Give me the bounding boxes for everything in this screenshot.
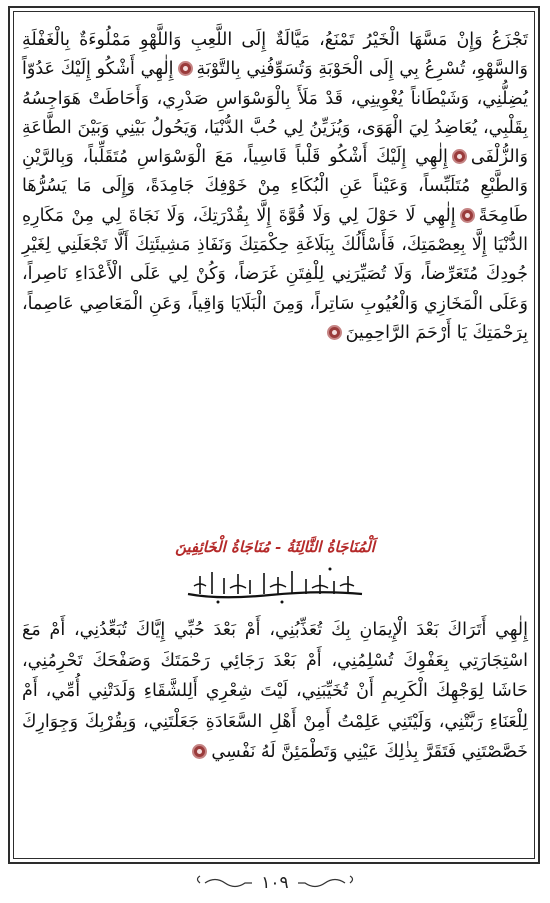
rosette-icon (452, 149, 467, 164)
rosette-icon (192, 744, 207, 759)
page-number: ١٠٩ (261, 873, 289, 893)
paragraph-2 (22, 615, 528, 768)
section-heading: اَلْمُنَاجَاةُ الثَّالِثَةُ - مُنَاجَاةُ الْخَائِفِينَ (175, 538, 375, 556)
paragraph-1-part-b: إِلٰهِي أَشْكُو إِلَيْكَ عَدُوّاً يُضِلُّنِي، وَشَيْطَاناً يُغْوِينِي، قَدْ مَلَأَ بِالْوَسْوَاسِ صَدْرِي، وَأَحَاطَتْ هَوَاجِسُهُ بِقَلْبِي، يُعَاضِدُ لِيَ الْهَوَى، وَيُزَيِّنُ لِي حُبَّ الدُّنْيَا، وَيَحُولُ بَيْنِي وَبَيْنَ الطَّاعَةِ وَالزُّلْفَى (22, 59, 528, 168)
rosette-icon (460, 208, 475, 223)
paragraph-1-part-a: تَجْزَعُ وَإِنْ مَسَّهَا الْخَيْرُ تَمْنَعُ، مَيَّالَةٌ إِلَى اللَّعِبِ وَاللَّهْوِ مَمْلُوءَةٌ بِالْغَفْلَةِ وَالسَّهْوِ، تُسْرِعُ بِي إِلَى الْحَوْبَةِ وَتُسَوِّفُنِي بِالتَّوْبَةِ (22, 30, 528, 80)
paragraph-2-text: إِلٰهِي أَتَرَاكَ بَعْدَ الْإِيمَانِ بِكَ تُعَذِّبُنِي، أَمْ بَعْدَ حُبِّي إِيَّاكَ تُبَعِّدُنِي، أَمْ مَعَ اسْتِجَارَتِي بِعَفْوِكَ تُسْلِمُنِي، أَمْ بَعْدَ رَجَائِي رَحْمَتَكَ وَصَفْحَكَ تَحْرِمُنِي، حَاشَا لِوَجْهِكَ الْكَرِيمِ أَنْ تُخَيِّبَنِي، لَيْتَ شِعْرِي أَلِلشَّقَاءِ وَلَدَتْنِي أُمِّي، أَمْ لِلْعَنَاءِ رَبَّتْنِي، وَلَيْتَنِي عَلِمْتُ أَمِنْ أَهْلِ السَّعَادَةِ جَعَلْتَنِي، وَبِقُرْبِكَ وَجِوَارِكَ خَصَّصْتَنِي فَتَقَرَّ بِذٰلِكَ عَيْنِي وَتَطْمَئِنَّ لَهُ نَفْسِي (22, 620, 528, 762)
rosette-icon (178, 61, 193, 76)
basmala-calligraphy-art (180, 564, 370, 608)
page-footer (0, 868, 550, 898)
paragraph-1-part-c: إِلٰهِي إِلَيْكَ أَشْكُو قَلْباً قَاسِياً، مَعَ الْوَسْوَاسِ مُتَقَلِّباً، وَبِالرَّيْنِ وَالطَّبْعِ مُتَلَبِّساً، وَعَيْناً عَنِ الْبُكَاءِ مِنْ خَوْفِكَ جَامِدَةً، وَإِلَى مَا يَسُرُّهَا طَامِحَةً (22, 147, 528, 226)
paragraph-1 (22, 26, 528, 348)
basmala-calligraphy (0, 564, 550, 608)
paragraph-1-part-d: إِلٰهِي لَا حَوْلَ لِي وَلَا قُوَّةَ إِلَّا بِقُدْرَتِكَ، وَلَا نَجَاةَ لِي مِنْ مَكَارِهِ الدُّنْيَا إِلَّا بِعِصْمَتِكَ، فَأَسْأَلُكَ بِبَلَاغَةِ حِكْمَتِكَ وَنَفَاذِ مَشِيئَتِكَ أَلَّا تَجْعَلَنِي لِغَيْرِ جُودِكَ مُتَعَرِّضاً، وَلَا تُصَيِّرَنِي لِلْفِتَنِ غَرَضاً، وَكُنْ لِي عَلَى الْأَعْدَاءِ نَاصِراً، وَعَلَى الْمَخَازِي وَالْعُيُوبِ سَاتِراً، وَمِنَ الْبَلَايَا وَاقِياً، وَعَنِ الْمَعَاصِي عَاصِماً، بِرَحْمَتِكَ يَا أَرْحَمَ الرَّاحِمِينَ (22, 205, 528, 343)
rosette-icon (327, 325, 342, 340)
